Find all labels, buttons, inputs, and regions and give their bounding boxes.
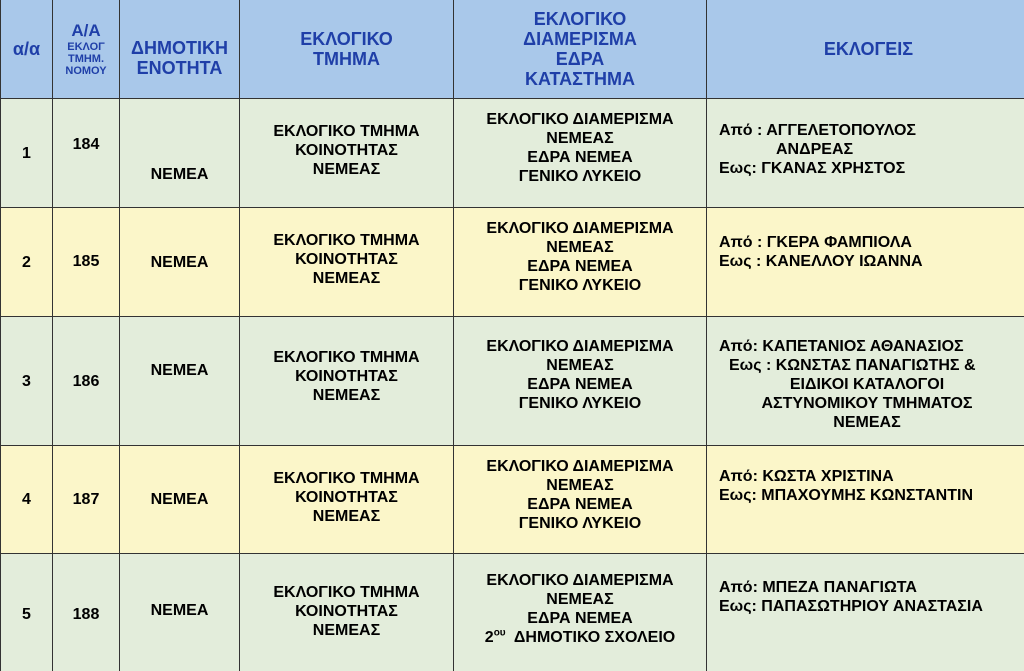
row-aa: 1: [1, 99, 53, 208]
header-aa-nomou: Α/Α ΕΚΛΟΓ ΤΜΗΜ. ΝΟΜΟΥ: [53, 0, 120, 99]
table-row: [1, 446, 1024, 554]
row-eklogeis: Από : ΓΚΕΡΑ ΦΑΜΠΙΟΛΑ Εως : ΚΑΝΕΛΛΟΥ ΙΩΑΝΝΑ: [707, 208, 1024, 317]
header-aa: α/α: [1, 0, 53, 99]
row-diamerisma: ΕΚΛΟΓΙΚΟ ΔΙΑΜΕΡΙΣΜΑ ΝΕΜΕΑΣ ΕΔΡΑ ΝΕΜΕΑ ΓΕΝΙΚΟ ΛΥΚΕΙΟ: [454, 317, 707, 446]
row-num: 185: [53, 208, 120, 317]
row-eklogeis: Από: ΚΑΠΕΤΑΝΙΟΣ ΑΘΑΝΑΣΙΟΣ Εως : ΚΩΝΣΤΑΣ ΠΑΝΑΓΙΩΤΗΣ & ΕΙΔΙΚΟΙ ΚΑΤΑΛΟΓΟΙ ΑΣΤΥΝΟΜΙΚΟΥ ΤΜΗΜΑΤΟΣ ΝΕΜΕΑΣ: [707, 317, 1024, 446]
row-dimotiki: ΝΕΜΕΑ: [120, 446, 240, 554]
row-dimotiki: ΝΕΜΕΑ: [120, 554, 240, 671]
row-tmima: ΕΚΛΟΓΙΚΟ ΤΜΗΜΑ ΚΟΙΝΟΤΗΤΑΣ ΝΕΜΕΑΣ: [240, 554, 454, 671]
row-num: 187: [53, 446, 120, 554]
row-tmima: ΕΚΛΟΓΙΚΟ ΤΜΗΜΑ ΚΟΙΝΟΤΗΤΑΣ ΝΕΜΕΑΣ: [240, 99, 454, 208]
row-tmima: ΕΚΛΟΓΙΚΟ ΤΜΗΜΑ ΚΟΙΝΟΤΗΤΑΣ ΝΕΜΕΑΣ: [240, 317, 454, 446]
row-diamerisma: ΕΚΛΟΓΙΚΟ ΔΙΑΜΕΡΙΣΜΑ ΝΕΜΕΑΣ ΕΔΡΑ ΝΕΜΕΑ ΓΕΝΙΚΟ ΛΥΚΕΙΟ: [454, 208, 707, 317]
row-tmima: ΕΚΛΟΓΙΚΟ ΤΜΗΜΑ ΚΟΙΝΟΤΗΤΑΣ ΝΕΜΕΑΣ: [240, 446, 454, 554]
row-aa: 4: [1, 446, 53, 554]
header-eklogiko-diamerisma: ΕΚΛΟΓΙΚΟ ΔΙΑΜΕΡΙΣΜΑ ΕΔΡΑ ΚΑΤΑΣΤΗΜΑ: [454, 0, 707, 99]
row-num: 186: [53, 317, 120, 446]
table-row: [1, 99, 1024, 208]
row-eklogeis: Από: ΜΠΕΖΑ ΠΑΝΑΓΙΩΤΑ Εως: ΠΑΠΑΣΩΤΗΡΙΟΥ ΑΝΑΣΤΑΣΙΑ: [707, 554, 1024, 671]
header-eklogiko-tmima: ΕΚΛΟΓΙΚΟ ΤΜΗΜΑ: [240, 0, 454, 99]
row-diamerisma: ΕΚΛΟΓΙΚΟ ΔΙΑΜΕΡΙΣΜΑ ΝΕΜΕΑΣ ΕΔΡΑ ΝΕΜΕΑ $2^{o\upsilon}$ ΔΗΜΟΤΙΚΟ ΣΧΟΛΕΙΟ: [454, 554, 707, 671]
row-aa: 5: [1, 554, 53, 671]
row-tmima: ΕΚΛΟΓΙΚΟ ΤΜΗΜΑ ΚΟΙΝΟΤΗΤΑΣ ΝΕΜΕΑΣ: [240, 208, 454, 317]
table-row: [1, 554, 1024, 671]
table-row: [1, 208, 1024, 317]
row-dimotiki: ΝΕΜΕΑ: [120, 317, 240, 446]
row-num: 188: [53, 554, 120, 671]
row-aa: 3: [1, 317, 53, 446]
header-dimotiki-enotita: ΔΗΜΟΤΙΚΗ ΕΝΟΤΗΤΑ: [120, 0, 240, 99]
row-aa: 2: [1, 208, 53, 317]
row-diamerisma: ΕΚΛΟΓΙΚΟ ΔΙΑΜΕΡΙΣΜΑ ΝΕΜΕΑΣ ΕΔΡΑ ΝΕΜΕΑ ΓΕΝΙΚΟ ΛΥΚΕΙΟ: [454, 99, 707, 208]
header-row: [1, 0, 1024, 99]
row-dimotiki: ΝΕΜΕΑ: [120, 99, 240, 208]
row-num: 184: [53, 99, 120, 208]
school-line: $2^{o\upsilon}$ ΔΗΜΟΤΙΚΟ ΣΧΟΛΕΙΟ: [484, 627, 676, 646]
header-eklogeis: ΕΚΛΟΓΕΙΣ: [707, 0, 1024, 99]
row-eklogeis: Από : ΑΓΓΕΛΕΤΟΠΟΥΛΟΣ ΑΝΔΡΕΑΣ Εως: ΓΚΑΝΑΣ ΧΡΗΣΤΟΣ: [707, 99, 1024, 208]
row-dimotiki: ΝΕΜΕΑ: [120, 208, 240, 317]
row-diamerisma: ΕΚΛΟΓΙΚΟ ΔΙΑΜΕΡΙΣΜΑ ΝΕΜΕΑΣ ΕΔΡΑ ΝΕΜΕΑ ΓΕΝΙΚΟ ΛΥΚΕΙΟ: [454, 446, 707, 554]
table-row: [1, 317, 1024, 446]
row-eklogeis: Από: ΚΩΣΤΑ ΧΡΙΣΤΙΝΑ Εως: ΜΠΑΧΟΥΜΗΣ ΚΩΝΣΤΑΝΤΙΝ: [707, 446, 1024, 554]
